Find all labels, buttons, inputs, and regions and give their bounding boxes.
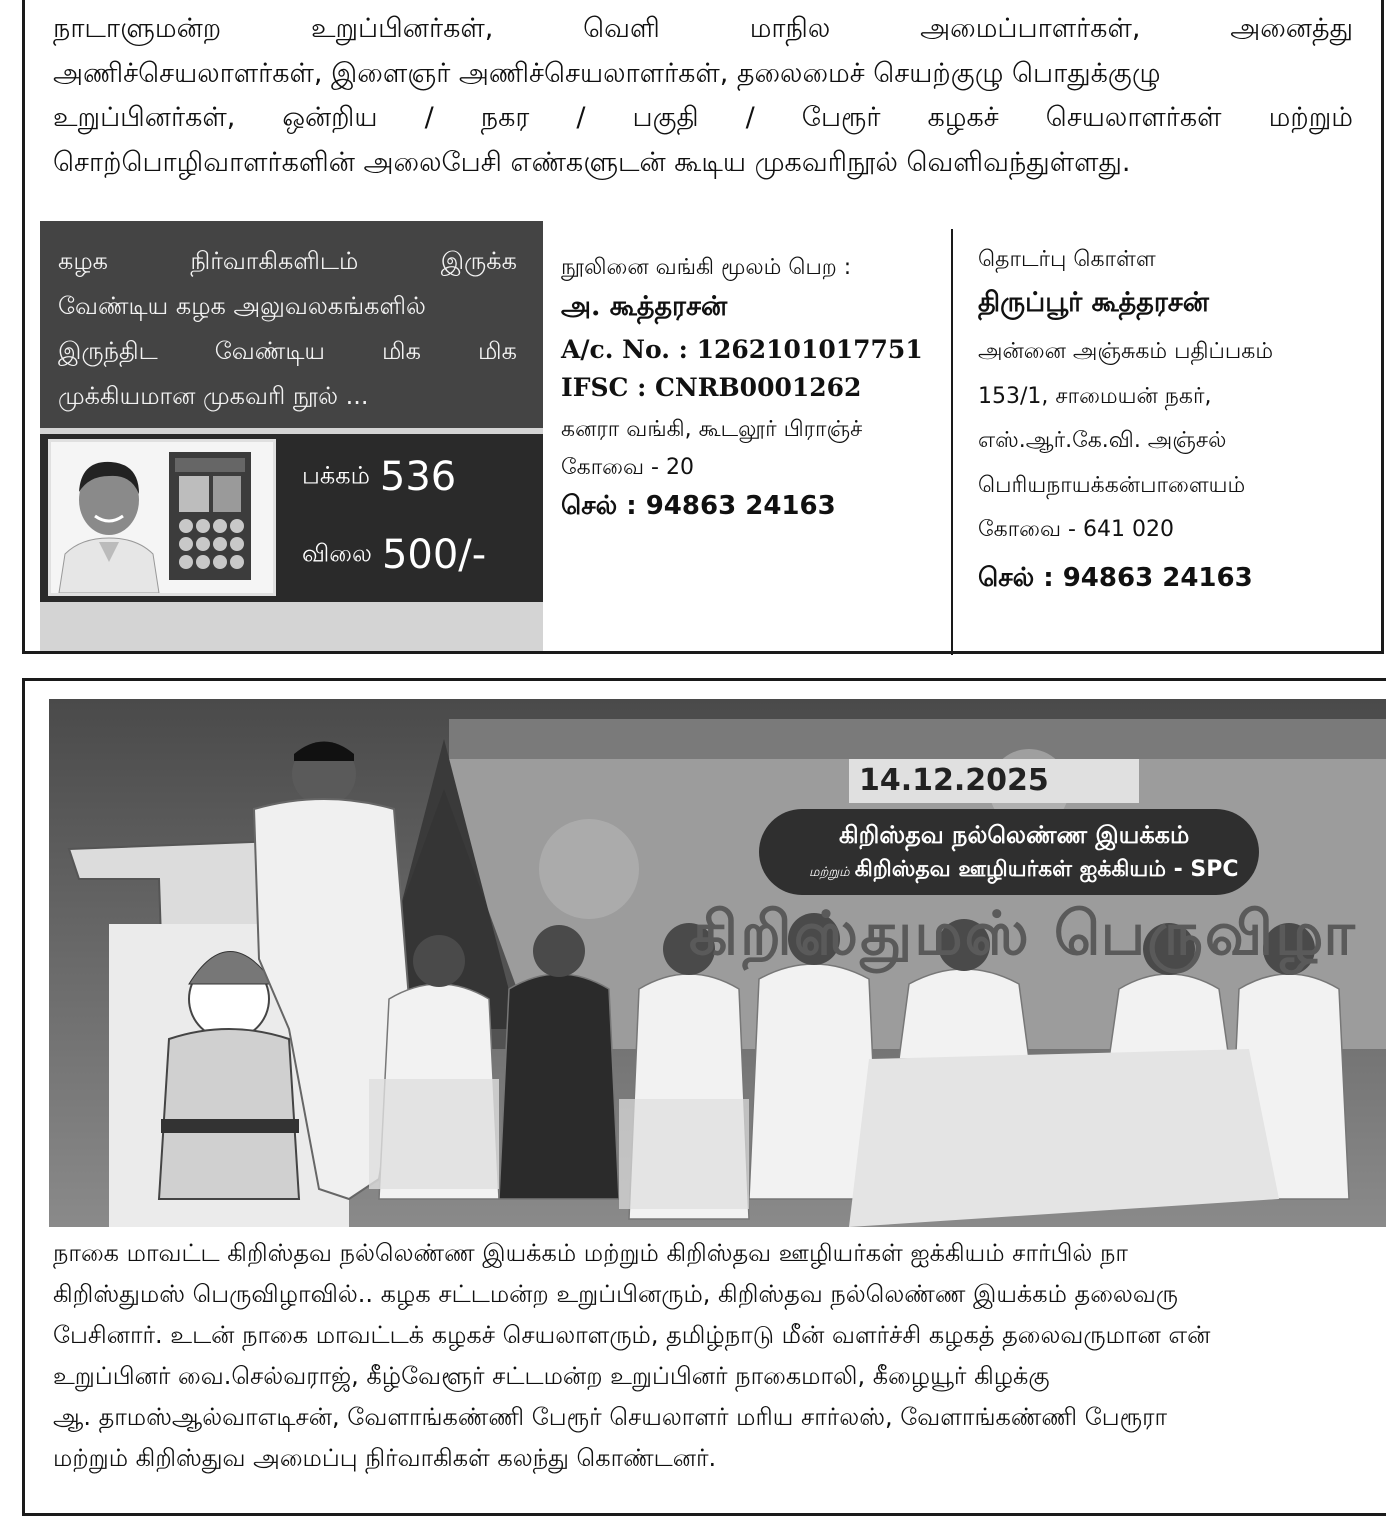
intro-line: சொற்பொழிவாளர்களின் அலைபேசி எண்களுடன் கூடிய முகவரிநூல் வெளிவந்துள்ளது.	[53, 146, 1131, 178]
banner-date: 14.12.2025	[859, 763, 1049, 798]
page-count-value: 536	[379, 454, 457, 500]
banner-line-2-text: கிறிஸ்தவ ஊழியர்கள் ஐக்கியம் - SPC	[854, 857, 1239, 882]
blurb-line: இருந்திட வேண்டிய மிக மிக	[58, 337, 517, 365]
book-price	[302, 532, 486, 578]
caption-line: நாகை மாவட்ட கிறிஸ்தவ நல்லெண்ண இயக்கம் மற்றும் கிறிஸ்தவ ஊழியர்கள் ஐக்கியம் சார்பில் நா	[53, 1239, 1128, 1267]
contact-phone: செல் : 94863 24163	[978, 563, 1253, 593]
price-label: விலை	[302, 539, 372, 568]
contact-line: அன்னை அஞ்சுகம் பதிப்பகம்	[978, 339, 1274, 364]
bank-account-number: A/c. No. : 1262101017751	[561, 335, 923, 364]
intro-line: அணிச்செயலாளர்கள், இளைஞர் அணிச்செயலாளர்கள், தலைமைச் செயற்குழு பொதுக்குழு	[53, 57, 1161, 89]
page-count	[302, 454, 456, 500]
bank-ifsc: IFSC : CNRB0001262	[561, 373, 862, 402]
page-count-label: பக்கம்	[302, 461, 370, 490]
intro-line: நாடாளுமன்ற உறுப்பினர்கள், வெளி மாநில அமைப்பாளர்கள், அனைத்து	[53, 13, 1353, 44]
bank-account-name: அ. கூத்தரசன்	[561, 291, 728, 322]
bank-city: கோவை - 20	[561, 455, 694, 480]
price-strip	[40, 434, 543, 602]
banner-line-1: கிறிஸ்தவ நல்லெண்ண இயக்கம்	[839, 821, 1190, 849]
caption-line: மற்றும் கிறிஸ்துவ அமைப்பு நிர்வாகிகள் கலந்து கொண்டனர்.	[53, 1444, 717, 1472]
caption-line: பேசினார். உடன் நாகை மாவட்டக் கழகச் செயலாளரும், தமிழ்நாடு மீன் வளர்ச்சி கழகத் தலைவருமான என்	[53, 1321, 1211, 1349]
contact-line: 153/1, சாமையன் நகர்,	[978, 384, 1212, 409]
banner-title: கிறிஸ்துமஸ் பெருவிழா	[689, 899, 1357, 969]
book-cover-photo	[48, 439, 276, 596]
intro-line: உறுப்பினர்கள், ஒன்றிய / நகர / பகுதி / பேரூர் கழகச் செயலாளர்கள் மற்றும்	[53, 102, 1353, 133]
bank-heading: நூலினை வங்கி மூலம் பெற :	[561, 255, 852, 280]
column-divider	[951, 229, 953, 655]
news-item	[22, 678, 1386, 1516]
bank-phone: செல் : 94863 24163	[561, 491, 836, 521]
caption-line: உறுப்பினர் வை.செல்வராஜ், கீழ்வேளூர் சட்டமன்ற உறுப்பினர் நாகைமாலி, கீழையூர் கிழக்கு	[53, 1362, 1050, 1390]
caption-line: ஆ. தாமஸ்ஆல்வாஎடிசன், வேளாங்கண்ணி பேரூர் செயலாளர் மரிய சார்லஸ், வேளாங்கண்ணி பேரூரா	[53, 1403, 1168, 1431]
book-blurb	[40, 221, 543, 428]
contact-heading: தொடர்பு கொள்ள	[978, 247, 1156, 272]
banner-line-2	[809, 857, 1239, 885]
contact-line: பெரியநாயக்கன்பாளையம்	[978, 473, 1246, 498]
price-value: 500/-	[381, 532, 487, 578]
contact-line: கோவை - 641 020	[978, 517, 1174, 542]
blurb-line: முக்கியமான முகவரி நூல் ...	[58, 382, 369, 410]
photo-caption	[53, 1233, 1386, 1479]
book-advertisement	[22, 0, 1384, 654]
book-panel	[40, 221, 543, 651]
banner-line-2-prefix: மற்றும்	[809, 865, 850, 880]
event-photo	[49, 699, 1386, 1227]
contact-name: திருப்பூர் கூத்தரசன்	[978, 287, 1209, 318]
blurb-line: வேண்டிய கழக அலுவலகங்களில்	[58, 292, 426, 320]
bank-branch: கனரா வங்கி, கூடலூர் பிராஞ்ச்	[561, 417, 863, 442]
blurb-line: கழக நிர்வாகிகளிடம் இருக்க	[58, 247, 517, 275]
caption-line: கிறிஸ்துமஸ் பெருவிழாவில்.. கழக சட்டமன்ற உறுப்பினரும், கிறிஸ்தவ நல்லெண்ண இயக்கம் தலைவரு	[53, 1280, 1179, 1308]
contact-line: எஸ்.ஆர்.கே.வி. அஞ்சல்	[978, 428, 1227, 453]
ad-intro-text	[53, 7, 1353, 185]
